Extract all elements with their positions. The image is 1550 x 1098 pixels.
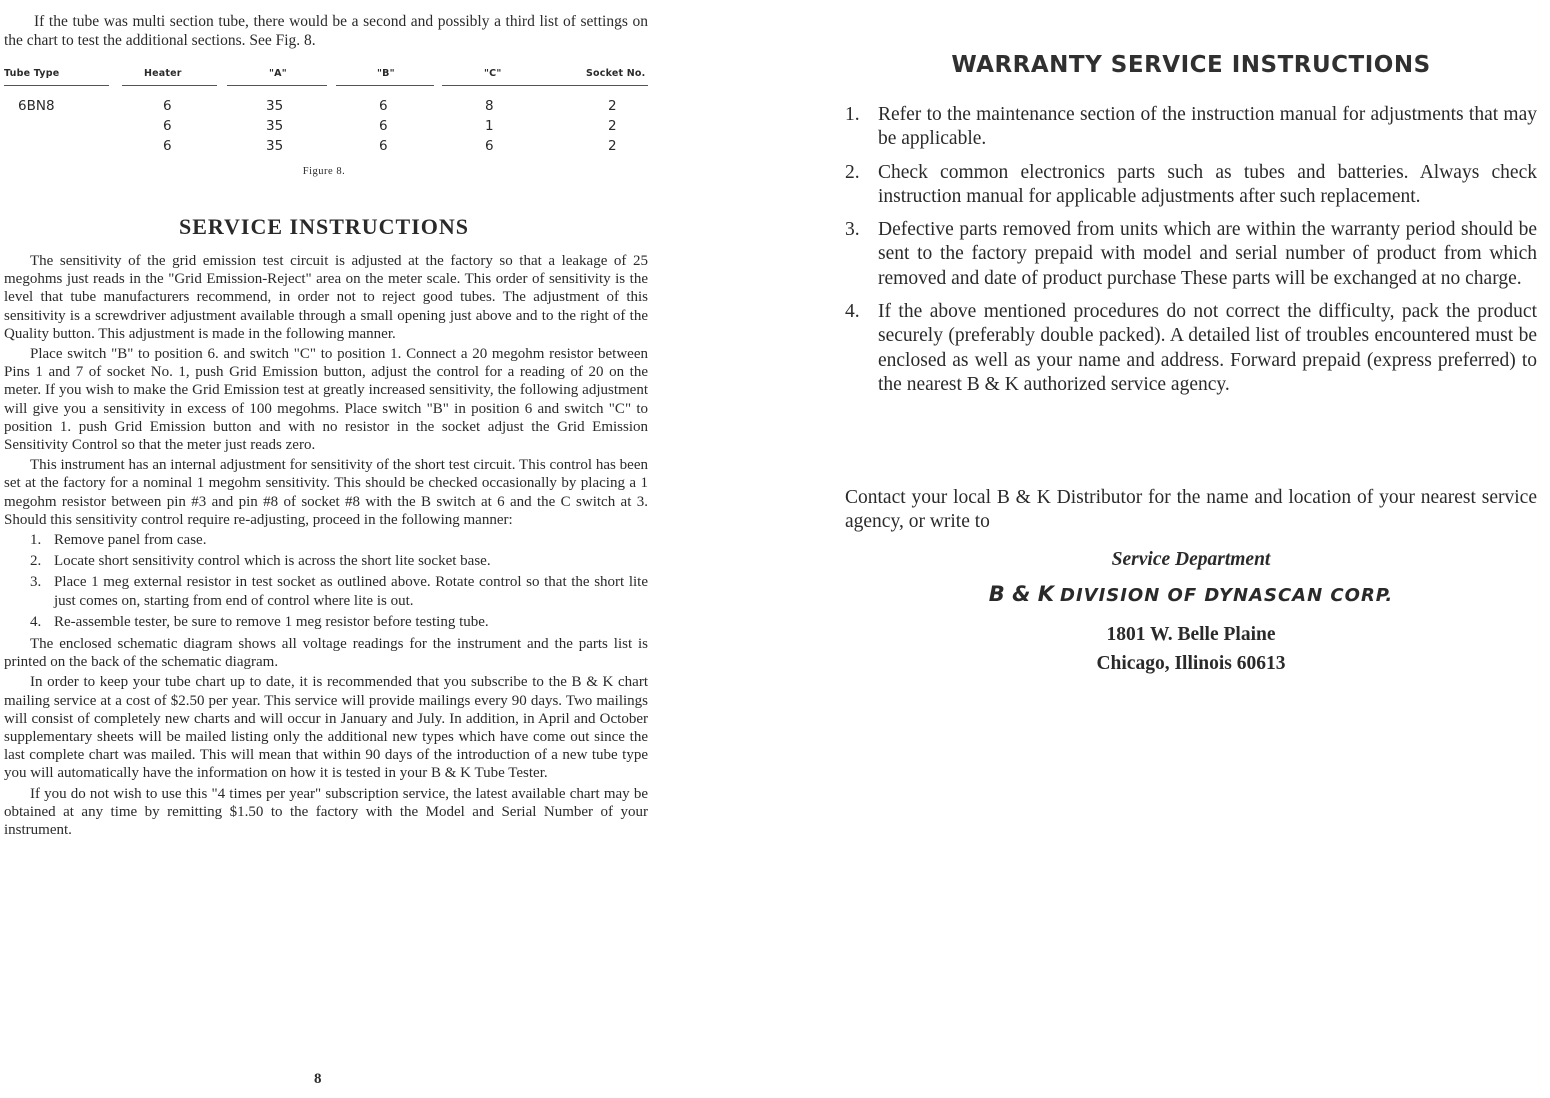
paragraph: In order to keep your tube chart up to date, it is recommended that you subscribe to the B & K chart mailing service at a cost of $2.50 per year. This service will provide mailings every 90 days. Two mailings will consist of completely new charts and will occur in January and July. In addition, in April and October supplementary sheets will be mailed listing only the additional new types which have come out since the last complete chart was mailed. This will mean that within 90 days of the introduction of a new tube type you will automatically have the information on how it is tested in your B & K Tube Tester. <box>4 674 648 782</box>
list-item <box>845 161 1537 210</box>
list-item <box>845 218 1537 291</box>
city-address: Chicago, Illinois 60613 <box>1096 653 1286 674</box>
service-instructions-body <box>4 252 648 841</box>
cell-a: 35 <box>266 138 284 154</box>
table-row <box>4 138 648 158</box>
cell-socket-no: 2 <box>608 118 617 134</box>
left-page <box>0 0 660 1098</box>
step-number: 4. <box>30 613 42 630</box>
item-number: 2. <box>845 161 860 183</box>
cell-a: 35 <box>266 98 284 114</box>
cell-heater: 6 <box>163 118 172 134</box>
header-a: "A" <box>269 68 287 79</box>
contact-paragraph: Contact your local B & K Distributor for the name and location of your nearest service agency, or write to <box>845 487 1537 533</box>
street-address: 1801 W. Belle Plaine <box>1106 624 1276 645</box>
step-number: 3. <box>30 574 42 591</box>
warranty-title: WARRANTY SERVICE INSTRUCTIONS <box>951 52 1431 78</box>
step-text: Locate short sensitivity control which is across the short lite socket base. <box>54 553 491 570</box>
header-tube-type: Tube Type <box>4 68 60 79</box>
cell-socket-no: 2 <box>608 138 617 154</box>
table-header-row <box>4 68 648 86</box>
header-c: "C" <box>484 68 502 79</box>
tube-settings-table <box>4 68 648 158</box>
section-title: SERVICE INSTRUCTIONS <box>178 214 470 239</box>
page-number: 8 <box>314 1071 322 1087</box>
item-number: 1. <box>845 104 860 125</box>
list-item <box>4 531 648 549</box>
service-department: Service Department <box>1111 549 1271 570</box>
list-item <box>845 300 1537 397</box>
header-underline <box>4 85 648 86</box>
cell-tube-type: 6BN8 <box>18 98 55 114</box>
cell-a: 35 <box>266 118 284 134</box>
item-text: If the above mentioned procedures do not correct the difficulty, pack the product securely (preferably double packed). A detailed list of troubles encountered must be enclosed as well as your name and address. Forward prepaid (express preferred) to the nearest B & K authorized service agency. <box>878 301 1537 395</box>
right-page <box>845 0 1537 1098</box>
cell-b: 6 <box>379 138 388 154</box>
paragraph: The sensitivity of the grid emission test circuit is adjusted at the factory so that a leakage of 25 megohms just reads in the "Grid Emission-Reject" area on the meter scale. This order of sensitivity is the level that tube manufacturers recommend, in order not to reject good tubes. The adjustment of this sensitivity is a screwdriver adjustment available through a small opening just above and to the right of the Quality button. This adjustment is made in the following manner. <box>4 253 648 342</box>
cell-b: 6 <box>379 118 388 134</box>
paragraph: The enclosed schematic diagram shows all voltage readings for the instrument and the parts list is printed on the back of the schematic diagram. <box>4 636 648 671</box>
warranty-instructions-list <box>845 103 1537 406</box>
cell-b: 6 <box>379 98 388 114</box>
company-mark: B & K <box>988 582 1054 606</box>
item-text: Defective parts removed from units which are within the warranty period should be sent to the factory prepaid with model and serial number of product from which removed and date of product purchase These parts will be exchanged at no charge. <box>878 219 1537 289</box>
step-text: Re-assemble tester, be sure to remove 1 meg resistor before testing tube. <box>54 613 489 630</box>
paragraph: This instrument has an internal adjustment for sensitivity of the short test circuit. This control has been set at the factory for a nominal 1 megohm sensitivity. This should be checked occasionally by placing a 1 megohm resistor between pin #3 and pin #8 of socket #8 with the B switch at 6 and the C switch at 3. Should this sensitivity control require re-adjusting, proceed in the following manner: <box>4 457 648 528</box>
step-text: Place 1 meg external resistor in test socket as outlined above. Rotate control so that the short lite just comes on, starting from end of control where lite is out. <box>54 574 648 609</box>
step-number: 1. <box>30 532 42 549</box>
paragraph: Place switch "B" to position 6. and switch "C" to position 1. Connect a 20 megohm resistor between Pins 1 and 7 of socket No. 1, push Grid Emission button, adjust the control for a reading of 20 on the meter. If you wish to make the Grid Emission test at greatly increased sensitivity, the following adjustment will give you a sensitivity in excess of 100 megohms. Place switch "B" in position 6 and switch "C" to position 1. push Grid Emission button and with no resistor in the socket adjust the Grid Emission Sensitivity Control so that the meter just reads zero. <box>4 346 648 454</box>
item-text: Refer to the maintenance section of the instruction manual for adjustments that may be applicable. <box>878 104 1537 150</box>
table-row <box>4 118 648 138</box>
header-socket-no: Socket No. <box>586 68 646 79</box>
cell-c: 8 <box>485 98 494 114</box>
header-heater: Heater <box>144 68 182 79</box>
table-row <box>4 98 648 118</box>
intro-paragraph <box>4 12 648 50</box>
list-item <box>4 552 648 570</box>
cell-heater: 6 <box>163 138 172 154</box>
cell-socket-no: 2 <box>608 98 617 114</box>
company-division: DIVISION OF DYNASCAN CORP. <box>1060 585 1394 606</box>
adjustment-steps-list <box>4 531 648 631</box>
header-b: "B" <box>377 68 395 79</box>
item-number: 4. <box>845 301 860 323</box>
company-name <box>845 582 1537 606</box>
list-item <box>4 573 648 609</box>
cell-c: 1 <box>485 118 494 134</box>
step-number: 2. <box>30 553 42 570</box>
item-number: 3. <box>845 219 860 241</box>
item-text: Check common electronics parts such as tubes and batteries. Always check instruction manual for applicable adjustments after such replacement. <box>878 161 1537 207</box>
intro-text: If the tube was multi section tube, there would be a second and possibly a third list of settings on the chart to test the additional sections. See Fig. 8. <box>4 13 648 49</box>
step-text: Remove panel from case. <box>54 532 207 549</box>
paragraph: If you do not wish to use this "4 times per year" subscription service, the latest available chart may be obtained at any time by remitting $1.50 to the factory with the Model and Serial Number of your instrument. <box>4 785 648 839</box>
list-item <box>845 103 1537 152</box>
cell-c: 6 <box>485 138 494 154</box>
figure-caption: Figure 8. <box>302 166 346 177</box>
cell-heater: 6 <box>163 98 172 114</box>
list-item <box>4 613 648 631</box>
